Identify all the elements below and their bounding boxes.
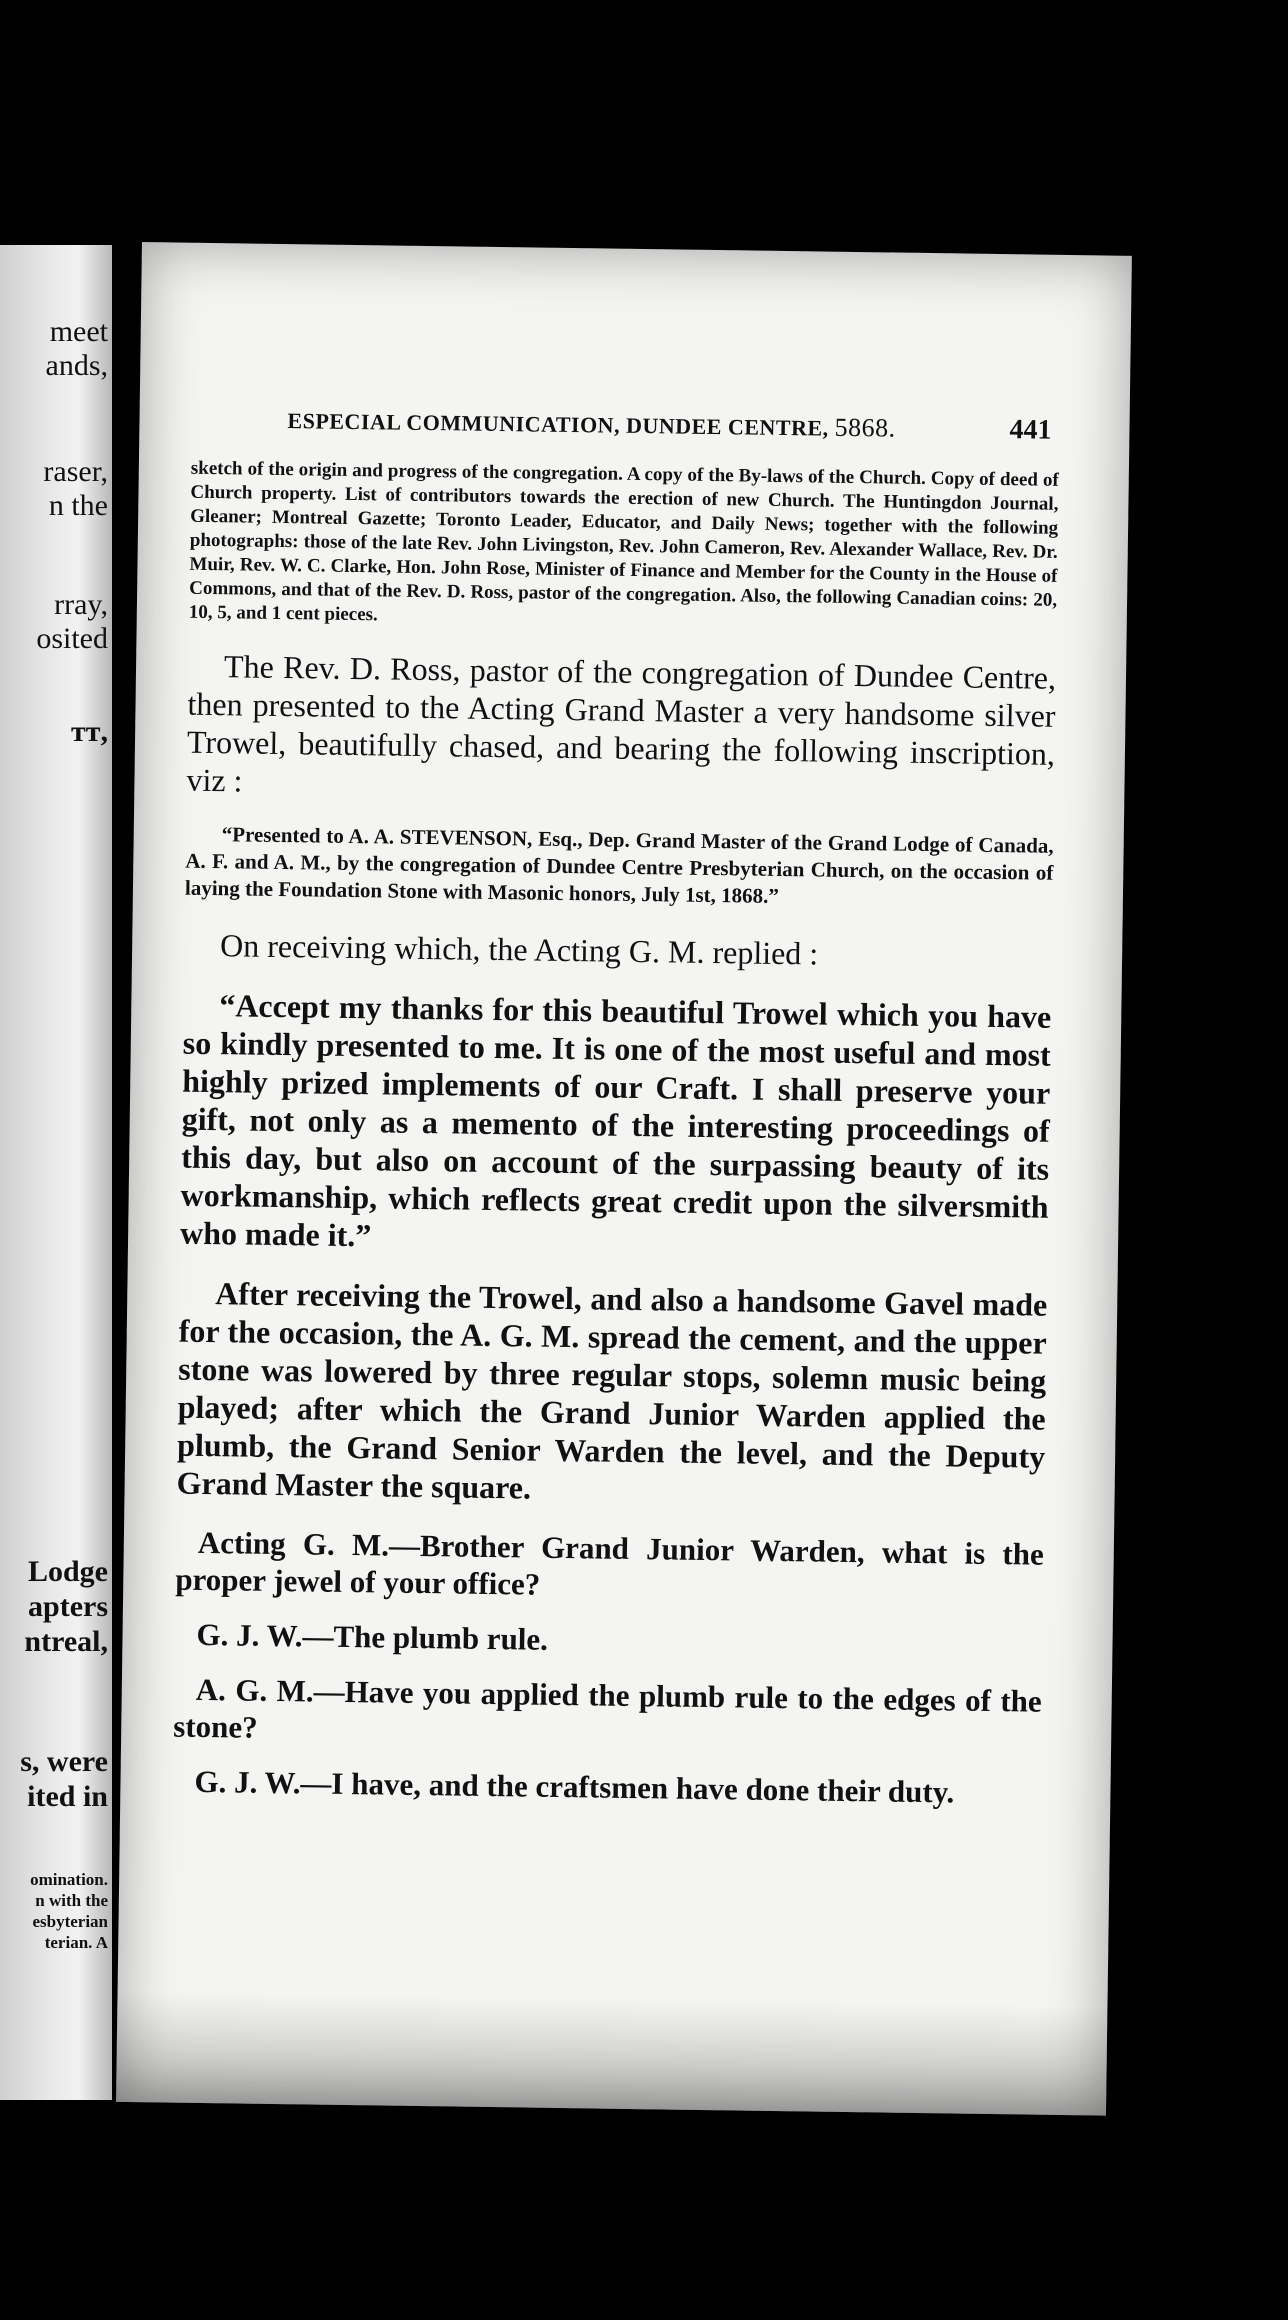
dialog-line: Acting G. M.—Brother Grand Junior Warden, what is the proper jewel of your office? [175, 1524, 1045, 1602]
dialog-line: G. J. W.—I have, and the craftsmen have done their duty. [194, 1763, 955, 1810]
left-page-fragment: meet [49, 315, 108, 348]
left-facing-page [0, 245, 112, 2100]
reply-paragraph: “Accept my thanks for this beautiful Trowel which you have so kindly presented to me. It is one of the most useful and most highly prized implements of our Craft. I shall preserve your gift, not only as a memento of the interesting proceedings of this day, but also on account of the surpassing beauty of its workmanship, which reflects great credit upon the silversmith who made it.” [179, 987, 1052, 1254]
page-number: 441 [1009, 414, 1052, 446]
left-page-fragment: apters [28, 1590, 108, 1623]
page-text-block [172, 403, 1060, 1830]
left-page-fragment: ands, [45, 349, 108, 382]
reply-intro-paragraph: On receiving which, the Acting G. M. replied : [219, 927, 819, 972]
left-page-fragment: ited in [27, 1780, 108, 1813]
ceremony-paragraph: After receiving the Trowel, and also a handsome Gavel made for the occasion, the A. G. M. spread the cement, and the upper stone was lowered by three regular stops, solemn music being played; after which the Grand Junior Warden applied the plumb, the Grand Senior Warden the level, and the Deputy Grand Master the square. [176, 1275, 1048, 1506]
left-page-fragment: ntreal, [24, 1625, 108, 1658]
dialog-line: G. J. W.—The plumb rule. [196, 1616, 549, 1657]
left-page-fragment: terian. A [44, 1933, 108, 1952]
running-head-title [191, 404, 896, 444]
left-page-fragment: ᴛᴛ, [71, 715, 108, 748]
left-page-fragment: osited [36, 622, 108, 655]
left-page-fragment: s, were [20, 1745, 108, 1778]
inscription-quote: “Presented to A. A. STEVENSON, Esq., Dep. Grand Master of the Grand Lodge of Canada, A. F. and A. M., by the congregation of Dundee Centre Presbyterian Church, on the occasion of laying the Foundation Stone with Masonic honors, July 1st, 1868.” [184, 822, 1054, 908]
left-page-fragment: raser, [43, 455, 108, 488]
page-shadow [116, 1992, 1107, 2116]
left-page-fragment: esbyterian [32, 1912, 108, 1931]
running-head-year: 5868. [834, 412, 896, 443]
left-page-fragment: omination. [30, 1870, 108, 1889]
left-page-fragment: n the [48, 489, 108, 522]
right-page [116, 242, 1132, 2116]
left-page-fragment: rray, [54, 588, 108, 621]
left-page-fragment: n with the [35, 1891, 108, 1910]
presentation-paragraph: The Rev. D. Ross, pastor of the congregation of Dundee Centre, then presented to the Acting Grand Master a very handsome silver Trowel, beautifully chased, and bearing the following inscription, viz : [186, 648, 1057, 799]
dialog-line: A. G. M.—Have you applied the plumb rule to the edges of the stone? [173, 1671, 1042, 1745]
running-head-text: ESPECIAL COMMUNICATION, DUNDEE CENTRE, [287, 408, 829, 441]
running-head [191, 403, 1059, 447]
continued-paragraph: sketch of the origin and progress of the congregation. A copy of the By-laws of the Church. Copy of deed of Church property. List of contributors towards the erection of new Church. The Huntingdon Journal, Gleaner; Montreal Gazette; Toronto Leader, Educator, and Daily News; together with the following photographs: those of the late Rev. John Livingston, Rev. John Cameron, Rev. Alexander Wallace, Rev. Dr. Muir, Rev. W. C. Clarke, Hon. John Rose, Minister of Finance and Member for the County in the House of Commons, and that of the Rev. D. Ross, pastor of the congregation. Also, the following Canadian coins: 20, 10, 5, and 1 cent pieces. [188, 457, 1059, 626]
left-page-fragment: Lodge [27, 1555, 108, 1588]
